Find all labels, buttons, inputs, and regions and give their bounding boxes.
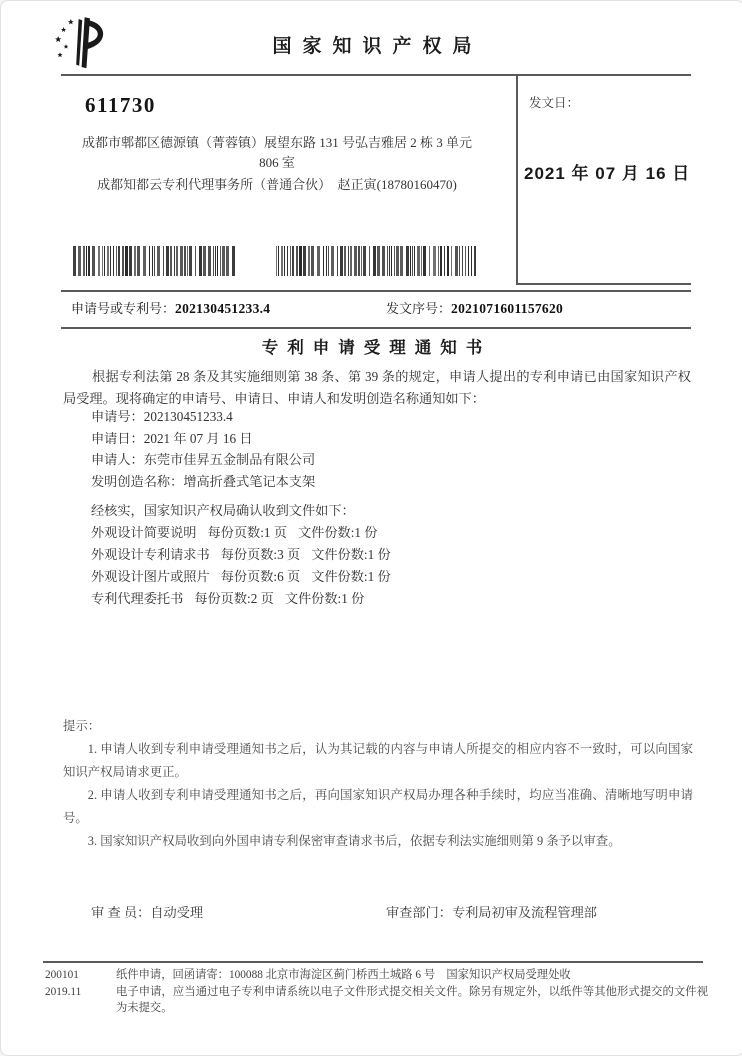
field-value: 增高折叠式笔记本支架	[183, 474, 316, 490]
agency-line: 成都知都云专利代理事务所（普通合伙） 赵正寅(18780160470)	[97, 177, 457, 192]
document-pages: 每份页数:1 页	[207, 525, 287, 540]
notice-title: 专利申请受理通知书	[261, 338, 492, 357]
serial-number-label: 发文序号：	[386, 301, 452, 316]
document-row	[91, 588, 402, 610]
examiner-value: 自动受理	[150, 905, 204, 920]
hints-section	[63, 715, 693, 853]
document-row	[91, 522, 402, 544]
field-value: 东莞市佳昇五金制品有限公司	[143, 452, 316, 468]
application-fields	[91, 406, 315, 493]
application-number-value: 202130451233.4	[175, 301, 271, 316]
issue-box-vertical-divider	[516, 74, 518, 284]
confirm-line: 经核实，国家知识产权局确认收到文件如下：	[91, 503, 355, 518]
address-line-2: 806 室	[259, 155, 295, 170]
department-value: 专利局初审及流程管理部	[451, 905, 597, 920]
serial-number-value: 2021071601157620	[451, 301, 564, 316]
field-value: 202130451233.4	[143, 409, 233, 424]
form-code-block	[45, 967, 81, 1000]
document-pages: 每份页数:6 页	[220, 569, 301, 584]
document-row	[91, 566, 402, 588]
document-row	[91, 544, 402, 566]
footer-paper-line: 纸件申请，回函请寄：100088 北京市海淀区蓟门桥西土城路 6 号 国家知识产权局受理处收	[116, 969, 571, 981]
issue-box-bottom-divider	[516, 283, 691, 285]
barcode-left	[73, 246, 239, 276]
document-pages: 每份页数:2 页	[194, 591, 274, 606]
document-pages: 每份页数:3 页	[220, 547, 301, 562]
field-row-applicant	[91, 449, 315, 471]
document-name: 外观设计专利请求书	[91, 547, 210, 562]
application-number-group	[71, 298, 270, 317]
footer-notes	[116, 967, 708, 1017]
department-label: 审查部门：	[386, 905, 452, 920]
document-copies: 文件份数:1 份	[311, 547, 391, 562]
serial-number-group	[386, 298, 563, 317]
intro-paragraph: 根据专利法第 28 条及其实施细则第 38 条、第 39 条的规定，申请人提出的专利申请已由国家知识产权局受理。现将确定的申请号、申请日、申请人和发明创造名称通知如下：	[63, 369, 691, 406]
document-copies: 文件份数:1 份	[298, 525, 378, 540]
application-number-label: 申请号或专利号：	[71, 301, 176, 316]
document-name: 专利代理委托书	[91, 591, 184, 606]
footer-divider	[43, 961, 703, 963]
field-row-invention-name	[91, 471, 315, 493]
form-code: 200101	[45, 969, 79, 981]
address-line-1: 成都市郫都区德源镇（菁蓉镇）展望东路 131 号弘吉雅居 2 栋 3 单元	[81, 135, 472, 150]
org-title: 国家知识产权局	[272, 36, 483, 57]
issue-date-value: 2021 年 07 月 16 日	[524, 164, 691, 183]
department-group	[386, 902, 597, 921]
document-copies: 文件份数:1 份	[284, 591, 365, 606]
hint-item-1: 1. 申请人收到专利申请受理通知书之后，认为其记载的内容与申请人所提交的相应内容不一致时，可以向国家知识产权局请求更正。	[63, 742, 693, 779]
examiner-label: 审 查 员：	[91, 905, 151, 920]
document-name: 外观设计图片或照片	[91, 569, 210, 584]
hint-item-2: 2. 申请人收到专利申请受理通知书之后，再向国家知识产权局办理各种手续时，均应当准确、清晰地写明申请号。	[63, 788, 693, 825]
field-label: 申请号：	[91, 409, 144, 424]
examiner-group	[91, 902, 203, 921]
hint-item-3: 3. 国家知识产权局收到向外国申请专利保密审查请求书后，依据专利法实施细则第 9 条予以审查。	[87, 834, 621, 848]
document-copies: 文件份数:1 份	[311, 569, 391, 584]
meta-strip-top-divider	[61, 290, 691, 292]
footer-electronic-line: 电子申请，应当通过电子专利申请系统以电子文件形式提交相关文件。除另有规定外，以纸件等其他形式提交的文件视为未提交。	[116, 985, 708, 1014]
field-label: 申请人：	[91, 452, 144, 468]
field-row-application-no	[91, 406, 315, 428]
header-divider	[61, 74, 691, 76]
field-label: 发明创造名称：	[91, 474, 184, 490]
postal-code: 611730	[85, 93, 156, 117]
received-documents-list	[91, 522, 402, 610]
form-version: 2019.11	[45, 985, 82, 998]
field-value: 2021 年 07 月 16 日	[143, 430, 253, 446]
issue-date-label: 发文日：	[529, 96, 580, 110]
field-label: 申请日：	[91, 430, 144, 446]
document-name: 外观设计简要说明	[91, 525, 197, 540]
barcode-right	[276, 246, 478, 276]
meta-strip-bottom-divider	[61, 327, 691, 329]
field-row-application-date	[91, 428, 315, 450]
hints-label: 提示：	[63, 719, 101, 733]
